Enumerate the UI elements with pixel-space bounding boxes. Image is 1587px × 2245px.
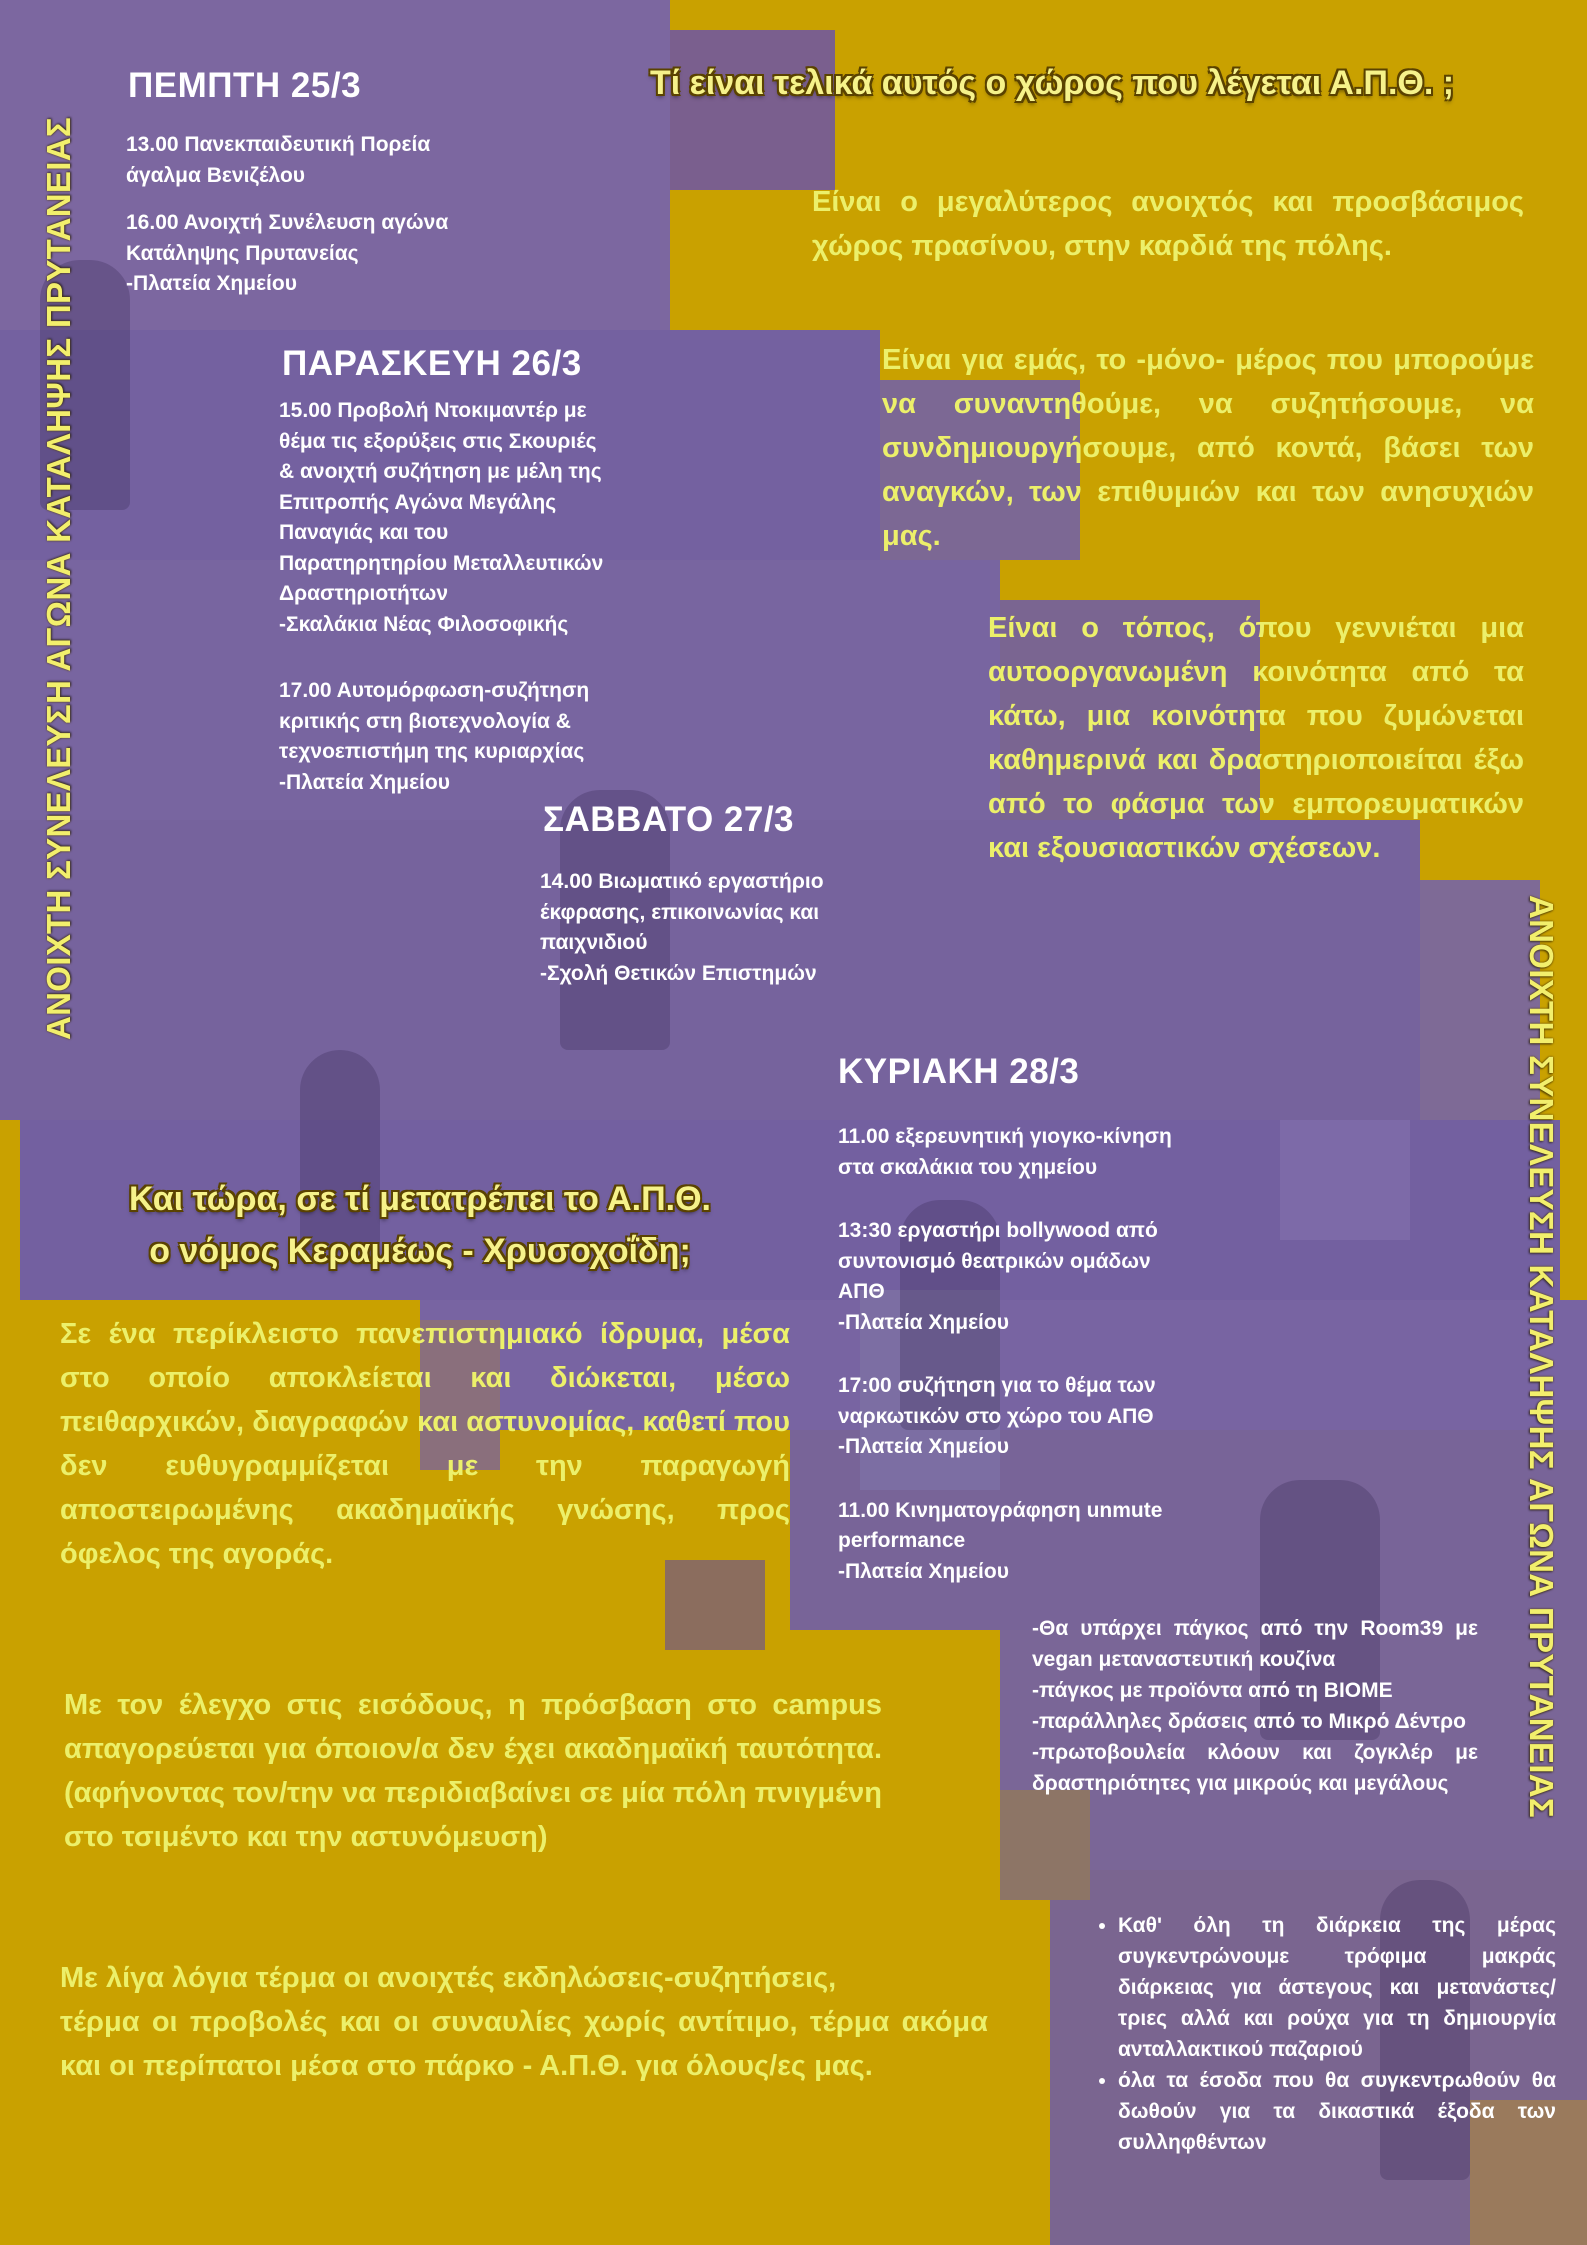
law-heading-line-1: Και τώρα, σε τί μετατρέπει το Α.Π.Θ. <box>128 1180 711 1218</box>
note-item: -παράλληλες δράσεις από το Μικρό Δέντρο <box>1032 1710 1466 1733</box>
day-heading-friday: ΠΑΡΑΣΚΕΥΗ 26/3 <box>282 344 582 383</box>
bullet-list <box>1088 1910 1556 2158</box>
event-item: 17.00 Αυτομόρφωση-συζήτηση κριτικής στη βιοτεχνολογία & τεχνοεπιστήμη της κυριαρχίας -Πλατεία Χημείου <box>279 679 590 794</box>
event-item: 17:00 συζήτηση για το θέμα των ναρκωτικών στο χώρο του ΑΠΘ -Πλατεία Χημείου <box>838 1374 1156 1458</box>
paragraph: Σε ένα περίκλειστο πανεπιστημιακό ίδρυμα, μέσα στο οποίο αποκλείεται και διώκεται, μέσω πειθαρχικών, διαγραφών και αστυνομίας, καθετί που δεν ευθυγραμμίζεται με την παραγωγή αποστειρωμένης ακαδημαϊκής γνώσης, προς όφελος της αγοράς. <box>60 1318 790 1570</box>
schedule-thursday <box>126 130 566 300</box>
note-item: -Θα υπάρχει πάγκος από την Room39 με vegan μεταναστευτική κουζίνα <box>1032 1617 1478 1671</box>
law-paragraph-2 <box>64 1683 882 1859</box>
mosaic-tile-3 <box>1000 1790 1090 1900</box>
notes-list <box>1032 1613 1478 1799</box>
event-item: 16.00 Ανοιχτή Συνέλευση αγώνα Κατάληψης Πρυτανείας -Πλατεία Χημείου <box>126 211 449 295</box>
paragraph: Είναι για εμάς, το -μόνο- μέρος που μπορούμε να συναντηθούμε, να συζητήσουμε, να συνδημιουργήσουμε, από κοντά, βάσει των αναγκών, των επιθυμιών και των ανησυχιών μας. <box>882 344 1534 552</box>
note-item: -πρωτοβουλεία κλόουν και ζογκλέρ με δραστηριότητες για μικρούς και μεγάλους <box>1032 1741 1478 1795</box>
event-item: 14.00 Βιωματικό εργαστήριο έκφρασης, επικοινωνίας και παιχνιδιού -Σχολή Θετικών Επιστημών <box>540 870 824 985</box>
event-item: 11.00 εξερευνητική γιογκο-κίνηση στα σκαλάκια του χημείου <box>838 1125 1172 1179</box>
schedule-sunday <box>838 1122 1268 1587</box>
paragraph: Με λίγα λόγια τέρμα οι ανοιχτές εκδηλώσεις-συζητήσεις, <box>60 1962 837 1994</box>
day-heading-saturday: ΣΑΒΒΑΤΟ 27/3 <box>543 800 795 839</box>
what-is-paragraph-2 <box>882 338 1534 558</box>
mosaic-tile-5 <box>1280 1120 1410 1240</box>
law-heading-line-2: ο νόμος Κεραμέως - Χρυσοχοΐδη; <box>149 1232 691 1270</box>
event-item: 13:30 εργαστήρι bollywood από συντονισμό θεατρικών ομάδων ΑΠΘ -Πλατεία Χημείου <box>838 1219 1158 1334</box>
paragraph: Με τον έλεγχο στις εισόδους, η πρόσβαση στο campus απαγορεύεται για όποιον/α δεν έχει ακαδημαϊκή ταυτότητα. (αφήνοντας τον/την να περιδιαβαίνει σε μία πόλη πνιγμένη στο τσιμέντο και την αστυνόμευση) <box>64 1689 882 1853</box>
paragraph: τέρμα οι προβολές και οι συναυλίες χωρίς αντίτιμο, τέρμα ακόμα και οι περίπατοι μέσα στο πάρκο - Α.Π.Θ. για όλους/ες μας. <box>60 2006 988 2082</box>
paragraph: Είναι ο τόπος, όπου γεννιέται μια αυτοοργανωμένη κοινότητα από τα κάτω, μια κοινότητα που ζυμώνεται καθημερινά και δραστηριοποιείται έξω από το φάσμα των εμπορευματικών και εξουσιαστικών σχέσεων. <box>988 612 1524 864</box>
law-paragraph-1 <box>60 1312 790 1576</box>
what-is-paragraph-3 <box>988 606 1524 870</box>
what-is-heading: Τί είναι τελικά αυτός ο χώρος που λέγεται Α.Π.Θ. ; <box>650 64 1455 102</box>
what-is-paragraph-1 <box>812 180 1524 268</box>
note-item: -πάγκος με προϊόντα από τη ΒΙΟΜΕ <box>1032 1679 1393 1702</box>
law-heading <box>40 1173 800 1277</box>
event-item: 15.00 Προβολή Ντοκιμαντέρ με θέμα τις εξορύξεις στις Σκουριές & ανοιχτή συζήτηση με μέλη της Επιτροπής Αγώνα Μεγάλης Παναγιάς και του Παρατηρητηρίου Μεταλλευτικών Δραστηριοτήτων -Σκαλάκια Νέας Φιλοσοφικής <box>279 399 604 636</box>
law-paragraph-3 <box>60 1956 988 2088</box>
side-title-left: ΑΝΟΙΧΤΗ ΣΥΝΕΛΕΥΣΗ ΑΓΩΝΑ ΚΑΤΑΛΗΨΗΣ ΠΡΥΤΑΝΕΙΑΣ <box>40 117 77 1040</box>
schedule-saturday <box>540 867 940 989</box>
side-title-right: ΑΝΟΙΧΤΗ ΣΥΝΕΛΕΥΣΗ ΚΑΤΑΛΗΨΗΣ ΑΓΩΝΑ ΠΡΥΤΑΝΕΙΑΣ <box>1523 895 1560 1818</box>
bullet-item: • Καθ' όλη τη διάρκεια της μέρας συγκεντρώνουμε τρόφιμα μακράς διάρκειας για άστεγους και μετανάστες/τριες αλλά και ρούχα για τη δημιουργία ανταλλακτικού παζαριού <box>1118 1910 1556 2065</box>
schedule-friday <box>279 396 699 798</box>
bullet-item: • όλα τα έσοδα που θα συγκεντρωθούν θα δωθούν για τα δικαστικά έξοδα των συλληφθέντων <box>1118 2065 1556 2158</box>
day-heading-thursday: ΠΕΜΠΤΗ 25/3 <box>128 66 362 105</box>
event-item: 11.00 Κινηματογράφηση unmute performance -Πλατεία Χημείου <box>838 1498 1163 1583</box>
day-heading-sunday: ΚΥΡΙΑΚΗ 28/3 <box>838 1052 1080 1091</box>
purple-band-2 <box>670 30 835 190</box>
event-item: 13.00 Πανεκπαιδευτική Πορεία άγαλμα Βενιζέλου <box>126 133 431 187</box>
paragraph: Είναι ο μεγαλύτερος ανοιχτός και προσβάσιμος χώρος πρασίνου, στην καρδιά της πόλης. <box>812 186 1524 262</box>
